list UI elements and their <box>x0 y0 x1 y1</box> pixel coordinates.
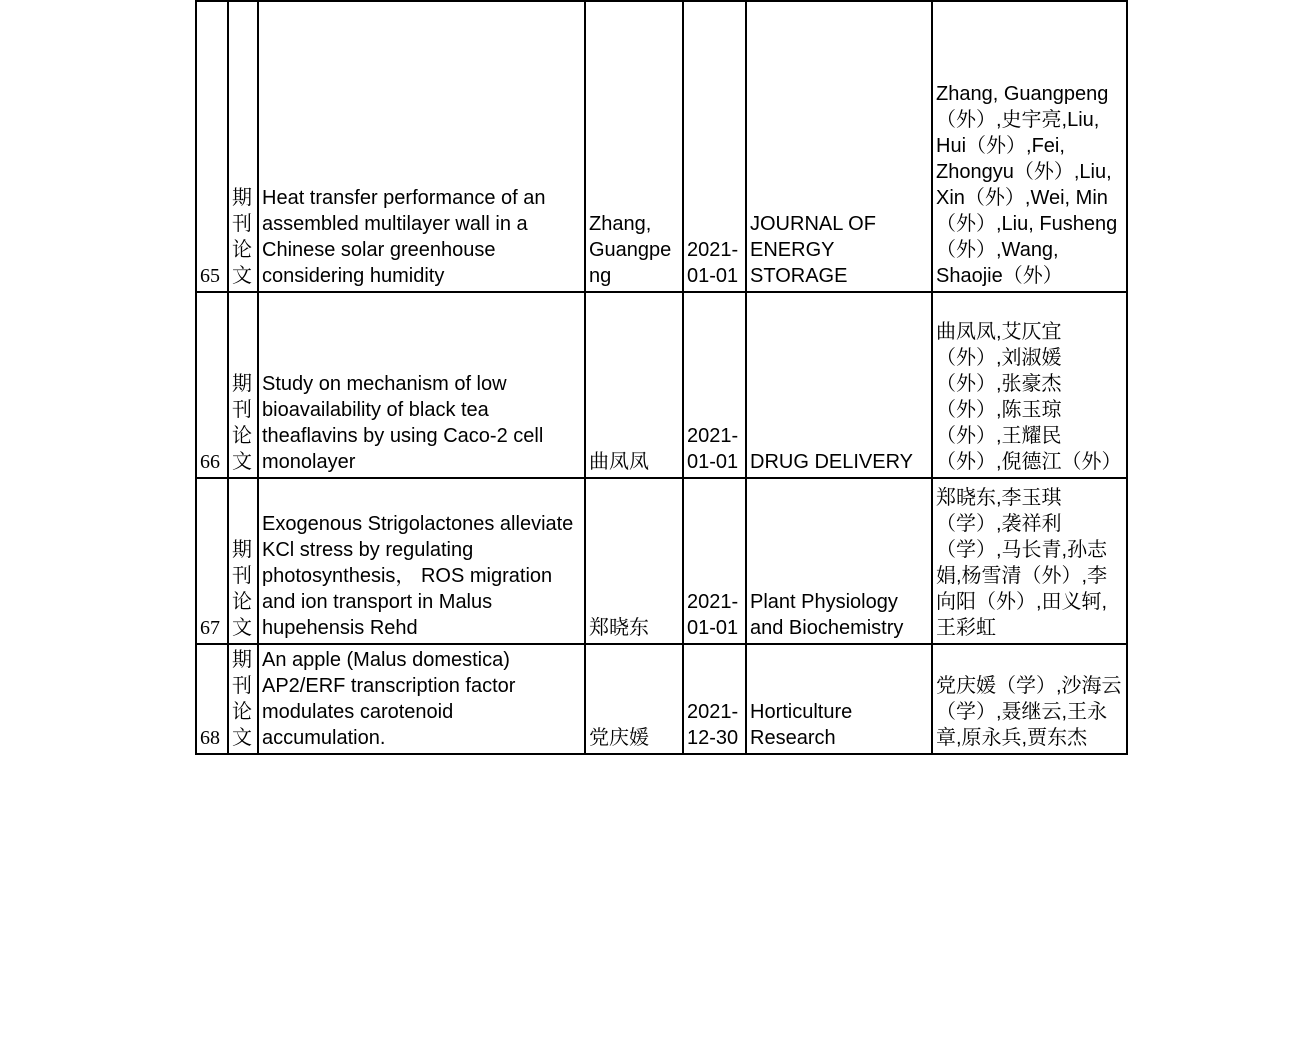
first-author: Zhang, Guangpeng <box>585 1 683 292</box>
row-index: 68 <box>196 644 228 754</box>
pub-date: 2021-01-01 <box>683 1 746 292</box>
journal-name: Horticulture Research <box>746 644 932 754</box>
authors-list: 曲凤凤,艾仄宜（外）,刘淑媛（外）,张豪杰（外）,陈玉琼（外）,王耀民（外）,倪德江（外） <box>932 292 1127 478</box>
pub-type: 期刊论文 <box>228 292 258 478</box>
authors-list: 党庆媛（学）,沙海云（学）,聂继云,王永章,原永兵,贾东杰 <box>932 644 1127 754</box>
table-row <box>196 1 1127 292</box>
first-author: 曲凤凤 <box>585 292 683 478</box>
pub-date: 2021-01-01 <box>683 292 746 478</box>
authors-list: Zhang, Guangpeng（外）,史宇亮,Liu, Hui（外）,Fei, Zhongyu（外）,Liu, Xin（外）,Wei, Min（外）,Liu, Fusheng（外）,Wang, Shaojie（外） <box>932 1 1127 292</box>
pub-date: 2021-01-01 <box>683 478 746 644</box>
table-row <box>196 644 1127 754</box>
row-index: 65 <box>196 1 228 292</box>
pub-type: 期刊论文 <box>228 478 258 644</box>
publication-table <box>195 0 1128 755</box>
row-index: 66 <box>196 292 228 478</box>
authors-list: 郑晓东,李玉琪（学）,袭祥利（学）,马长青,孙志娟,杨雪清（外）,李向阳（外）,田义轲,王彩虹 <box>932 478 1127 644</box>
journal-name: Plant Physiology and Biochemistry <box>746 478 932 644</box>
pub-type: 期刊论文 <box>228 1 258 292</box>
table-row <box>196 478 1127 644</box>
journal-name: JOURNAL OF ENERGY STORAGE <box>746 1 932 292</box>
first-author: 郑晓东 <box>585 478 683 644</box>
pub-type: 期刊论文 <box>228 644 258 754</box>
row-index: 67 <box>196 478 228 644</box>
pub-title: Heat transfer performance of an assembled multilayer wall in a Chinese solar greenhouse considering humidity <box>258 1 585 292</box>
journal-name: DRUG DELIVERY <box>746 292 932 478</box>
pub-title: Exogenous Strigolactones alleviate KCl stress by regulating photosynthesis， ROS migration and ion transport in Malus hupehensis Rehd <box>258 478 585 644</box>
first-author: 党庆媛 <box>585 644 683 754</box>
pub-date: 2021-12-30 <box>683 644 746 754</box>
pub-title: Study on mechanism of low bioavailability of black tea theaflavins by using Caco-2 cell monolayer <box>258 292 585 478</box>
pub-title: An apple (Malus domestica) AP2/ERF transcription factor modulates carotenoid accumulation. <box>258 644 585 754</box>
table-row <box>196 292 1127 478</box>
